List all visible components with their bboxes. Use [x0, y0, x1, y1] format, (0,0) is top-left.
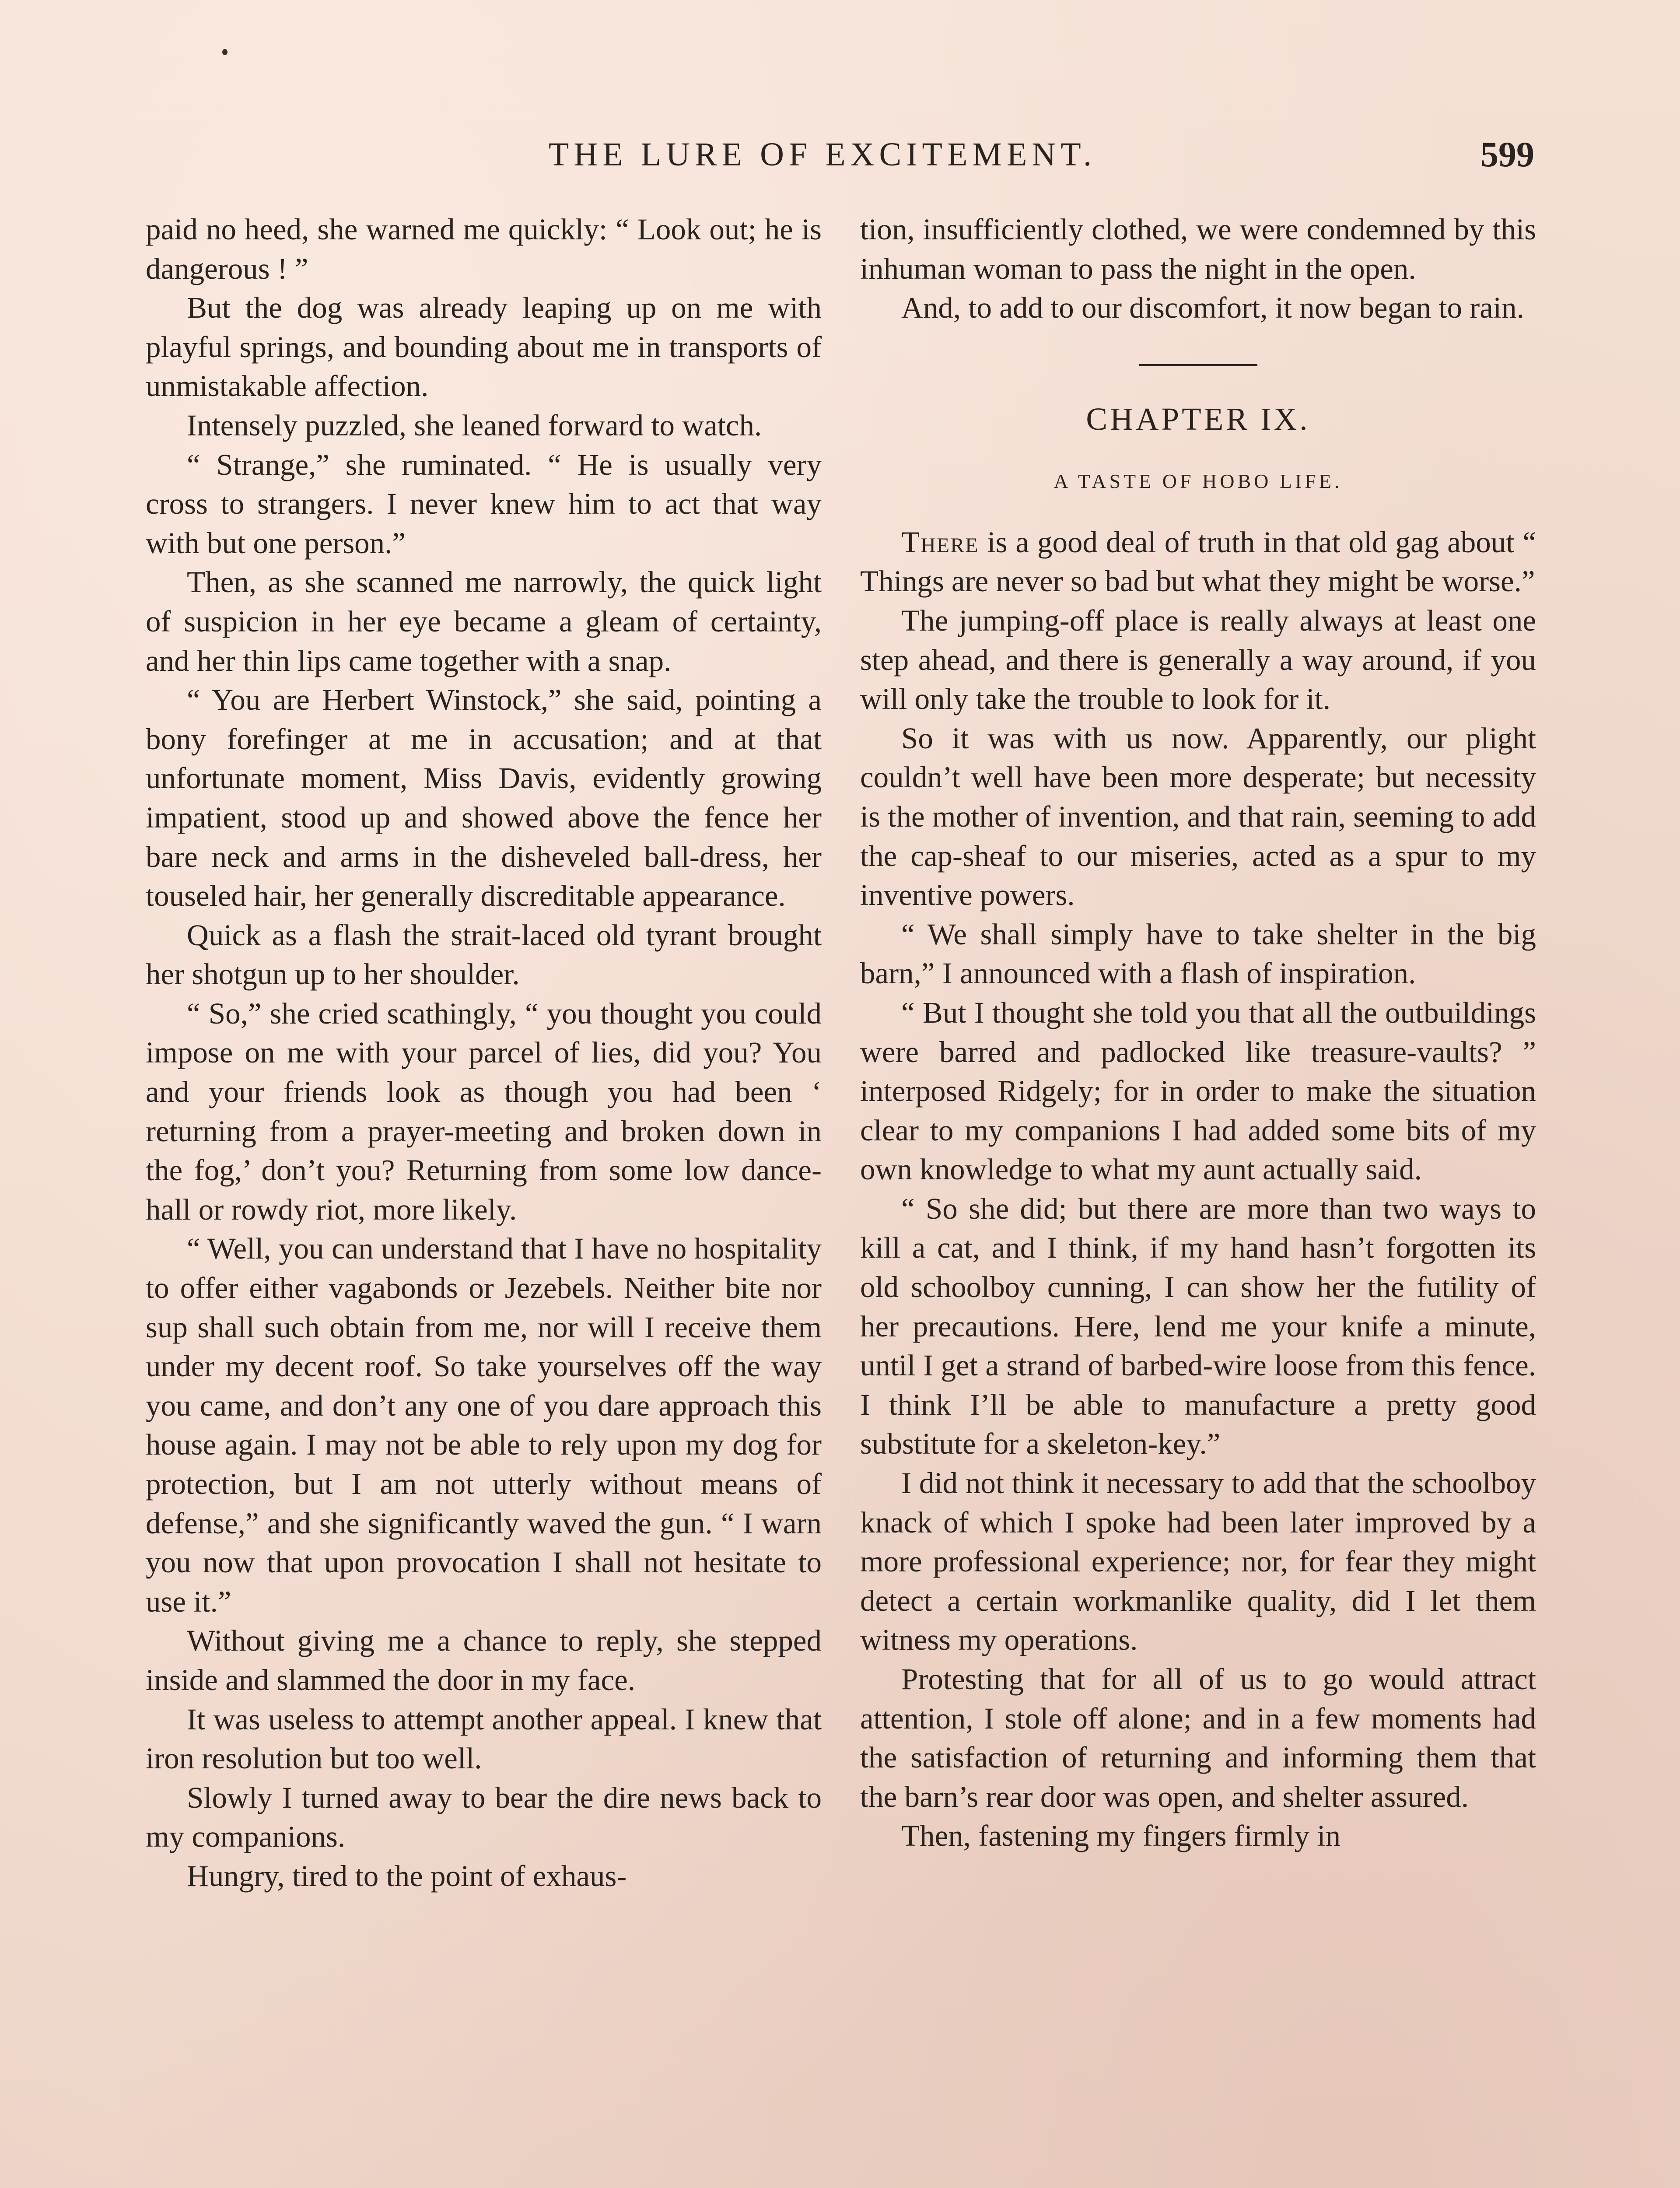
paragraph: “ So,” she cried scathingly, “ you thought you could impose on me with your parcel of lies, did you? You and your friends look as though you had been ‘ returning from a prayer-meeting and broken down in the fog,’ don’t you? Returning from some low dance-hall or rowdy riot, more likely. — [146, 996, 822, 1226]
paragraph: But the dog was already leaping up on me with playful springs, and bounding about me in transports of unmistakable affection. — [146, 291, 822, 403]
page-number: 599 — [1480, 134, 1534, 174]
running-header — [0, 130, 1680, 179]
paragraph: So it was with us now. Apparently, our plight couldn’t well have been more desperate; but necessity is the mother of invention, and that rain, seeming to add the cap-sheaf to our miseries, acted as a spur to my inventive powers. — [860, 721, 1536, 912]
paragraph: Intensely puzzled, she leaned forward to watch. — [187, 408, 762, 442]
paragraph: “ But I thought she told you that all the outbuildings were barred and padlocked like treasure-vaults? ” interposed Ridgely; for in order to make the situation clear to my companions I had added some bits of my own knowledge to what my aunt actually said. — [860, 996, 1536, 1186]
paragraph: Hungry, tired to the point of exhaus- — [187, 1859, 627, 1893]
chapter-subtitle: A TASTE OF HOBO LIFE. — [1054, 470, 1343, 492]
right-column — [860, 210, 1536, 1856]
paragraph: “ Well, you can understand that I have no hospitality to offer either vagabonds or Jezebels. Neither bite nor sup shall such obtain from me, nor will I receive them under my decent roof. So take yourselves off the way you came, and don’t any one of you dare approach this house again. I may not be able to rely upon my dog for protection, but I am not utterly without means of defense,” and she significantly waved the gun. “ I warn you now that upon provocation I shall not hesitate to use it.” — [146, 1232, 822, 1618]
paragraph: “ We shall simply have to take shelter in the big barn,” I announced with a flash of inspiration. — [860, 917, 1536, 990]
paragraph: Slowly I turned away to bear the dire news back to my companions. — [146, 1781, 822, 1854]
section-divider — [1139, 364, 1257, 366]
paragraph: “ So she did; but there are more than two ways to kill a cat, and I think, if my hand hasn’t forgotten its old schoolboy cunning, I can show her the futility of her precautions. Here, lend me your knife a minute, until I get a strand of barbed-wire loose from this fence. I think I’ll be able to manufacture a pretty good substitute for a skeleton-key.” — [860, 1192, 1536, 1461]
paragraph: I did not think it necessary to add that the schoolboy knack of which I spoke had been later improved by a more professional experience; nor, for fear they might detect a certain workmanlike quality, did I let them witness my operations. — [860, 1466, 1536, 1657]
opening-word: There — [901, 525, 979, 559]
paragraph: Without giving me a chance to reply, she stepped inside and slammed the door in my face. — [146, 1624, 822, 1697]
paragraph: “ Strange,” she ruminated. “ He is usually very cross to strangers. I never knew him to act that way with but one person.” — [146, 448, 822, 560]
opening-paragraph-text: is a good deal of truth in that old gag about “ Things are never so bad but what they might be worse.” — [860, 525, 1536, 598]
left-column — [146, 210, 822, 1896]
chapter-opening-paragraph — [860, 523, 1536, 601]
paragraph: The jumping-off place is really always at least one step ahead, and there is generally a way around, if you will only take the trouble to look for it. — [860, 603, 1536, 716]
running-title: THE LURE OF EXCITEMENT. — [548, 136, 1097, 173]
ink-speck — [222, 49, 228, 55]
paragraph: It was useless to attempt another appeal. I knew that iron resolution but too well. — [146, 1702, 822, 1775]
paragraph: paid no heed, she warned me quickly: “ Look out; he is dangerous ! ” — [146, 213, 822, 285]
paragraph: And, to add to our discomfort, it now began to rain. — [901, 291, 1524, 325]
paragraph: Then, as she scanned me narrowly, the quick light of suspicion in her eye became a gleam of certainty, and her thin lips came together with a snap. — [146, 565, 822, 677]
paragraph: tion, insufficiently clothed, we were condemned by this inhuman woman to pass the night in the open. — [860, 213, 1536, 285]
paragraph: “ You are Herbert Winstock,” she said, pointing a bony forefinger at me in accusation; and at that unfortunate moment, Miss Davis, evidently growing impatient, stood up and showed above the fence her bare neck and arms in the disheveled ball-dress, her touseled hair, her generally discreditable appearance. — [146, 683, 822, 913]
paragraph: Protesting that for all of us to go would attract attention, I stole off alone; and in a few moments had the satisfaction of returning and informing them that the barn’s rear door was open, and shelter assured. — [860, 1662, 1536, 1813]
paragraph: Then, fastening my fingers firmly in — [901, 1819, 1341, 1853]
paragraph: Quick as a flash the strait-laced old tyrant brought her shotgun up to her shoulder. — [146, 918, 822, 991]
chapter-title: CHAPTER IX. — [1086, 401, 1310, 437]
